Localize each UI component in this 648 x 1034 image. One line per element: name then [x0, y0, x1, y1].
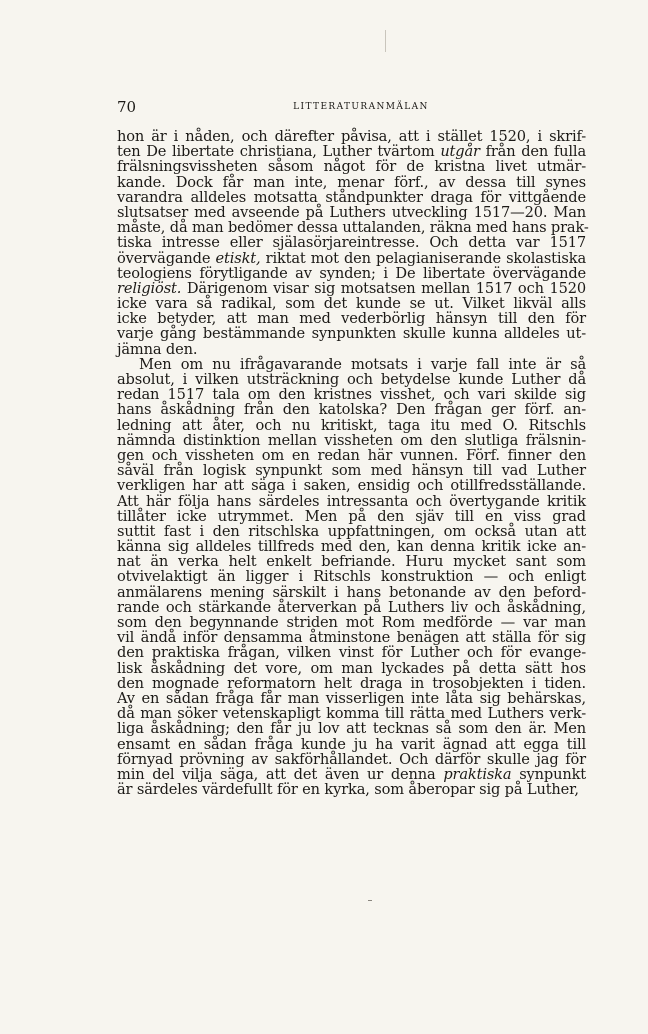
text-run: känna sig alldeles tillfreds med den, kan denna kritik icke an-: [117, 538, 586, 556]
bottom-mark: [368, 900, 372, 901]
text-run: riktat mot den pelagianiserande skolastiska: [260, 249, 586, 267]
italic-text-run: religiöst.: [117, 279, 182, 297]
text-run: ten De libertate christiana, Luther tvärtom: [117, 143, 441, 161]
text-line: [117, 190, 586, 205]
text-run: icke betyder, att man med vederbörlig hänsyn till den för: [117, 310, 586, 328]
text-run: den mognade reformatorn helt draga in trosobjekten i tiden.: [117, 674, 586, 692]
italic-text-run: etiskt,: [215, 249, 261, 267]
text-line: [117, 676, 586, 691]
body-text: [117, 128, 589, 799]
text-line: [117, 175, 586, 190]
italic-text-run: praktiska: [443, 765, 512, 783]
text-run: rande och stärkande återverkan på Luthers liv och åskådning,: [117, 598, 586, 616]
text-run: anmälarens mening särskilt i hans betonande av den beford-: [117, 583, 586, 601]
text-line: [117, 387, 586, 402]
text-line: [117, 205, 586, 220]
text-run: såväl från logisk synpunkt som med hänsyn till vad Luther: [117, 462, 586, 480]
text-line: [117, 721, 586, 736]
text-run: är särdeles värdefullt för en kyrka, som åberopar sig på Luther,: [117, 781, 579, 799]
text-line: [117, 554, 586, 569]
text-run: då man söker vetenskapligt komma till rätta med Luthers verk-: [117, 705, 586, 723]
text-line: [117, 615, 586, 630]
text-run: tillåter icke utrymmet. Men på den sjäv till en viss grad: [117, 507, 586, 525]
text-line: [117, 569, 586, 584]
text-line: [117, 144, 586, 159]
text-run: Men om nu ifrågavarande motsats i varje fall inte är så: [139, 355, 586, 373]
text-line: [117, 266, 586, 281]
text-line: [117, 767, 586, 782]
text-run: frälsningsvissheten såsom något för de kristna livet utmär-: [117, 158, 586, 176]
text-line: [117, 509, 586, 524]
text-run: från den fulla: [479, 143, 586, 161]
text-run: varandra alldeles motsatta ståndpunkter draga för vittgående: [117, 188, 586, 206]
text-run: verkligen har att säga i saken, ensidig och otillfredsställande.: [117, 477, 586, 495]
text-run: tiska intresse eller själasörjareintresse. Och detta var 1517: [117, 234, 586, 252]
text-line: [117, 159, 586, 174]
text-run: Att här följa hans särdeles intressanta och övertygande kritik: [117, 492, 586, 510]
text-run: hans åskådning från den katolska? Den frågan ger förf. an-: [117, 401, 586, 419]
text-line: [117, 645, 586, 660]
text-run: slutsatser med avseende på Luthers utveckling 1517—20. Man: [117, 203, 586, 221]
text-line: [117, 463, 586, 478]
text-run: den praktiska frågan, vilken vinst för Luther och för evange-: [117, 644, 586, 662]
text-line: [117, 296, 586, 311]
text-line: [117, 251, 586, 266]
text-line: [117, 539, 586, 554]
text-run: vil ändå inför densamma åtminstone benägen att ställa för sig: [117, 629, 586, 647]
text-run: kande. Dock får man inte, menar förf., av dessa till synes: [117, 173, 586, 191]
page-number: 70: [117, 98, 137, 116]
text-run: hon är i nåden, och därefter påvisa, att i stället 1520, i skrif-: [117, 128, 586, 145]
text-line: [117, 585, 586, 600]
text-run: icke vara så radikal, som det kunde se ut. Vilket likväl alls: [117, 295, 586, 313]
text-run: Av en sådan fråga får man visserligen inte låta sig behärskas,: [117, 689, 586, 707]
text-line: [117, 418, 586, 433]
text-line: [117, 357, 586, 372]
running-head: LITTERATURANMÄLAN: [293, 102, 429, 112]
text-line: [117, 600, 586, 615]
text-line: [117, 219, 589, 237]
text-run: lisk åskådning det vore, om man lyckades på detta sätt hos: [117, 659, 586, 677]
text-line: [117, 129, 586, 144]
text-run: teologiens förytligande av synden; i De libertate övervägande: [117, 264, 586, 282]
text-line: [117, 433, 586, 448]
text-line: [117, 311, 586, 326]
gutter-mark: [385, 30, 386, 52]
text-line: [117, 342, 586, 357]
text-run: redan 1517 tala om den kristnes visshet, och vari skilde sig: [117, 386, 586, 404]
text-line: [117, 782, 586, 797]
italic-text-run: utgår: [440, 143, 480, 161]
text-line: [117, 524, 586, 539]
text-line: [117, 235, 586, 250]
text-run: varje gång bestämmande synpunkten skulle kunna alldeles ut-: [117, 325, 586, 343]
text-run: övervägande: [117, 249, 216, 267]
text-line: [117, 448, 586, 463]
text-run: gen och vissheten om en redan här vunnen. Förf. finner den: [117, 446, 586, 464]
text-run: förnyad prövning av sakförhållandet. Och därför skulle jag för: [117, 750, 586, 768]
text-line: [117, 372, 586, 387]
text-run: liga åskådning; den får ju lov att tecknas så som den är. Men: [117, 720, 586, 738]
text-line: [117, 661, 586, 676]
text-line: [117, 691, 586, 706]
text-line: [117, 752, 586, 767]
text-run: nat än verka helt enkelt befriande. Huru mycket sant som: [117, 553, 586, 571]
text-run: otvivelaktigt än ligger i Ritschls konstruktion — och enligt: [117, 568, 586, 586]
text-run: jämna den.: [117, 340, 198, 358]
text-run: Därigenom visar sig motsatsen mellan 1517 och 1520: [181, 279, 586, 297]
text-run: nämnda distinktion mellan vissheten om den slutliga frälsnin-: [117, 431, 586, 449]
text-run: som den begynnande striden mot Rom medförde — var man: [117, 614, 586, 631]
text-line: [117, 706, 586, 721]
text-line: [117, 737, 586, 752]
text-run: ensamt en sådan fråga kunde ju ha varit ägnad att egga till: [117, 735, 586, 753]
text-run: måste, då man bedömer dessa uttalanden, räkna med hans prak-: [117, 219, 589, 237]
text-line: [117, 494, 586, 509]
text-run: synpunkt: [511, 765, 586, 783]
page-header: [117, 97, 585, 117]
text-run: absolut, i vilken utsträckning och betydelse kunde Luther då: [117, 371, 586, 388]
text-line: [117, 630, 586, 645]
text-line: [117, 478, 586, 493]
text-run: suttit fast i den ritschlska uppfattningen, om också utan att: [117, 522, 586, 540]
text-line: [117, 326, 586, 341]
text-run: min del vilja säga, att det även ur denna: [117, 765, 444, 783]
text-run: ledning att åter, och nu kritiskt, taga itu med O. Ritschls: [117, 416, 586, 434]
text-line: [117, 402, 586, 417]
text-line: [117, 281, 586, 296]
